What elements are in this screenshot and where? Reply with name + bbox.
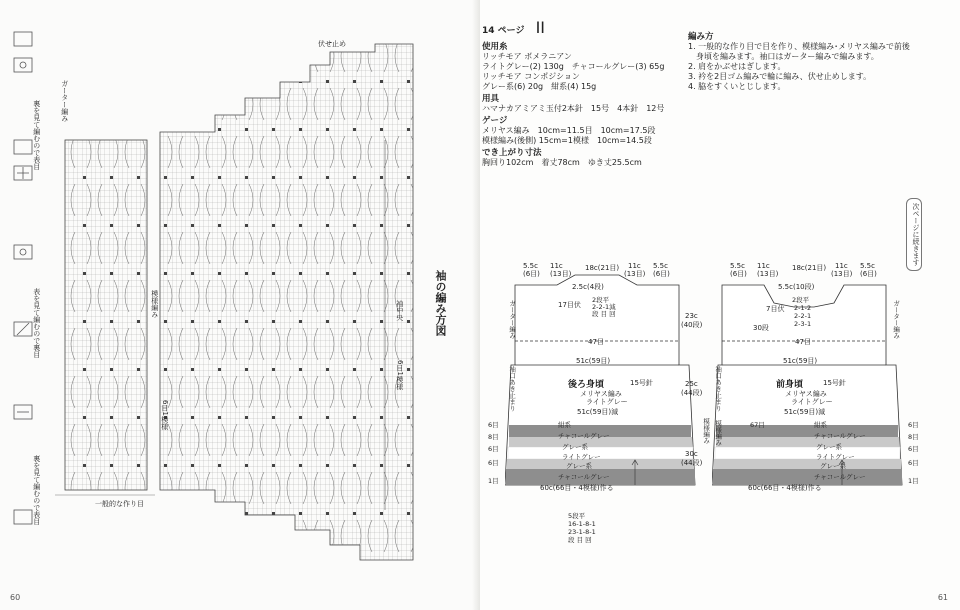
back-side-dim: (40段): [681, 321, 703, 329]
back-dim-2: 11c: [550, 262, 563, 270]
front-row: 6目: [908, 421, 919, 429]
front-dim-1: 5.5c: [730, 262, 745, 270]
size-heading: でき上がり寸法: [482, 148, 542, 158]
back-color: ライトグレー: [586, 398, 628, 406]
yarn-line: グレー系(6) 20g 紺系(4) 15g: [482, 82, 597, 91]
back-row: 1目: [488, 477, 499, 485]
front-pattern-side: 模様編み: [714, 420, 723, 446]
front-count-5: (6目): [860, 270, 877, 278]
back-side-dim: (44段): [681, 459, 703, 467]
back-neck-rows: 2段平: [592, 296, 610, 304]
page-number-right: 61: [937, 593, 948, 602]
back-dim-5: 5.5c: [653, 262, 668, 270]
sleeve-chart: [55, 40, 425, 580]
back-neck-rows: 2-2-1減: [592, 303, 616, 311]
back-band: チャコールグレー: [558, 432, 610, 440]
back-band: 紺系: [558, 421, 571, 429]
front-armhole-w: 47目: [795, 338, 811, 346]
front-color: ライトグレー: [791, 398, 833, 406]
back-width: 51c(59目): [576, 357, 611, 365]
symbol-legend: [8, 30, 48, 530]
front-band: チャコールグレー: [814, 473, 866, 481]
header-page: 14 ページ: [482, 26, 525, 36]
back-side-dim: (44段): [681, 389, 703, 397]
back-dim-3: 18c(21目): [585, 264, 620, 272]
front-stitch: メリヤス編み: [785, 390, 827, 398]
front-neck: 5.5c(10段): [778, 283, 815, 291]
back-bottom-rows: 5段平: [568, 512, 586, 520]
front-row: 6目: [908, 459, 919, 467]
front-bind: 7目伏: [766, 305, 785, 313]
back-side-dim: 25c: [685, 380, 698, 388]
back-bottom-rows: 16-1-8-1: [568, 520, 596, 528]
back-bind: 17目伏: [558, 301, 581, 309]
back-bottom: 60c(66目・4模様)作る: [540, 484, 614, 492]
back-armhole-stop: 袖口あき止まり: [508, 366, 517, 412]
garter-label: ガーター編み: [60, 80, 69, 122]
front-band: グレー系: [820, 462, 846, 470]
rows-b-label: 6目1模様: [160, 400, 169, 430]
front-dim-4: 11c: [835, 262, 848, 270]
method-heading: 編み方: [688, 32, 714, 42]
back-row: 6目: [488, 445, 499, 453]
front-width: 51c(59目): [783, 357, 818, 365]
method-step: 身頃を編みます。袖口はガーター編みで編みます。: [688, 52, 879, 61]
page-number-left: 60: [10, 593, 21, 602]
front-decrease: 51c(59目)減: [784, 408, 826, 416]
back-band: グレー系: [566, 462, 592, 470]
back-armhole-w: 47目: [588, 338, 604, 346]
materials-block: [482, 40, 692, 168]
chart-title: 袖の編み方図: [434, 270, 447, 336]
front-row: 67目: [750, 421, 765, 429]
tools-line: ハマナカアミアミ玉付2本針 15号 4本針 12号: [482, 104, 665, 113]
right-page: [480, 0, 960, 610]
page-header: [482, 18, 545, 37]
method-step: 1. 一般的な作り目で目を作り、模様編み･メリヤス編みで前後: [688, 42, 910, 51]
back-count-4: (13目): [624, 270, 646, 278]
front-bottom: 60c(66目・4模様)作る: [748, 484, 822, 492]
back-dim-4: 11c: [628, 262, 641, 270]
back-garter: ガーター編み: [508, 300, 517, 339]
legend-note-2: 表を見て編むので裏目: [32, 288, 41, 358]
back-count-2: (13目): [550, 270, 572, 278]
size-line: 胸回り102cm 着丈78cm ゆき丈25.5cm: [482, 158, 642, 167]
front-count-4: (13目): [831, 270, 853, 278]
method-step: 2. 肩をかぶせはぎします。: [688, 62, 786, 71]
method-step: 3. 衿を2目ゴム編みで輪に編み、伏せ止めします。: [688, 72, 872, 81]
back-row: 8目: [488, 433, 499, 441]
pattern-label: 模様編み: [150, 290, 159, 318]
front-band: チャコールグレー: [814, 432, 866, 440]
back-title: 後ろ身頃: [568, 380, 605, 390]
back-side-dim: 23c: [685, 312, 698, 320]
front-garter: ガーター編み: [892, 300, 901, 339]
front-armhole-stop: 袖口あき止まり: [714, 366, 723, 412]
front-row: 8目: [908, 433, 919, 441]
back-band: チャコールグレー: [558, 473, 610, 481]
back-row: 6目: [488, 421, 499, 429]
next-page-tag: 次ページに続きます: [906, 198, 922, 271]
front-rows30: 30段: [753, 324, 769, 332]
bind-off-label: 伏せ止め: [318, 40, 346, 48]
back-neck: 2.5c(4段): [572, 283, 604, 291]
front-dim-3: 18c(21目): [792, 264, 827, 272]
back-side-dim: 30c: [685, 450, 698, 458]
gauge-heading: ゲージ: [482, 116, 508, 126]
front-count-2: (13目): [757, 270, 779, 278]
front-needle: 15号針: [823, 379, 846, 387]
tools-heading: 用具: [482, 94, 500, 104]
front-body-diagram: [712, 255, 912, 515]
back-count-1: (6目): [523, 270, 540, 278]
front-neck-rows: 2-2-1: [794, 312, 812, 320]
back-pattern-side: 模様編み: [702, 418, 711, 444]
front-neck-rows: 2段平: [792, 296, 810, 304]
back-row: 6目: [488, 459, 499, 467]
method-step: 4. 脇をすくいとじします。: [688, 82, 786, 91]
front-band: ライトグレー: [816, 453, 855, 461]
front-band: 紺系: [814, 421, 827, 429]
back-dim-1: 5.5c: [523, 262, 538, 270]
front-neck-rows: 2-1-2: [794, 304, 812, 312]
front-row: 1目: [908, 477, 919, 485]
back-stitch: メリヤス編み: [580, 390, 622, 398]
legend-symbols: [8, 30, 48, 530]
legend-note-3: 裏を見て編むので表目: [32, 455, 41, 525]
back-bottom-rows: 23-1-8-1: [568, 528, 596, 536]
back-count-5: (6目): [653, 270, 670, 278]
front-row: 6目: [908, 445, 919, 453]
yarn-line: ライトグレー(2) 130g チャコールグレー(3) 65g: [482, 62, 665, 71]
back-band: ライトグレー: [562, 453, 601, 461]
front-title: 前身頃: [776, 380, 804, 390]
gauge-line: 模様編み(後側) 15cm=1模様 10cm=14.5段: [482, 136, 652, 145]
yarn-line: リッチモア ボメラニアン: [482, 52, 572, 61]
legend-note-1: 裏を見て編むので表目: [32, 100, 41, 170]
yarn-line: リッチモア コンポジション: [482, 72, 580, 81]
front-neck-rows: 2-3-1: [794, 320, 812, 328]
gauge-line: メリヤス編み 10cm=11.5目 10cm=17.5段: [482, 126, 656, 135]
back-bottom-rows: 段 目 回: [568, 536, 592, 544]
front-band: グレー系: [816, 443, 842, 451]
front-dim-5: 5.5c: [860, 262, 875, 270]
cast-on-label: 一般的な作り目: [95, 500, 144, 508]
roman-numeral: II: [535, 18, 546, 37]
back-decrease: 51c(59目)減: [577, 408, 619, 416]
method-block: [688, 30, 908, 92]
back-band: グレー系: [562, 443, 588, 451]
front-count-1: (6目): [730, 270, 747, 278]
back-needle: 15号針: [630, 379, 653, 387]
center-label: 袖中央: [395, 300, 404, 321]
back-neck-rows: 段 目 回: [592, 310, 616, 318]
yarn-heading: 使用糸: [482, 42, 508, 52]
front-dim-2: 11c: [757, 262, 770, 270]
rows-a-label: 6目1模様: [395, 360, 404, 390]
